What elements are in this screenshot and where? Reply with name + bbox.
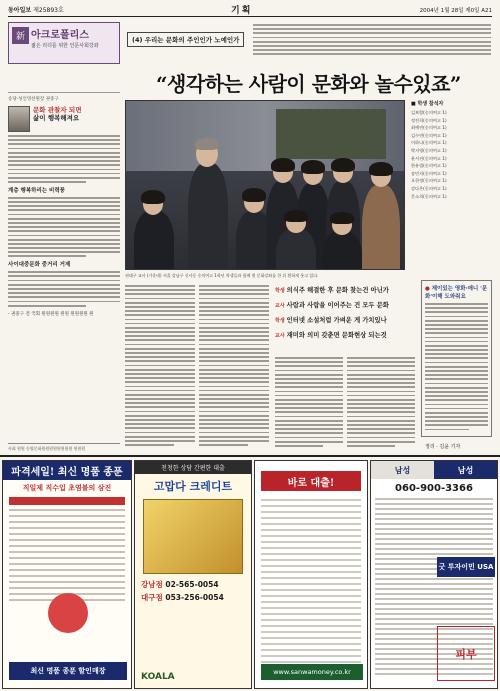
- participant-name: 강다은(숭의여고 1): [411, 185, 447, 191]
- advertisement-section: [0, 455, 500, 691]
- ad2-phone-2: [141, 592, 245, 603]
- essay-body-2: [8, 197, 120, 257]
- body-column-3: [275, 357, 343, 449]
- quote-text: 인터넷 소설처럼 가벼운 게 가치있나: [286, 317, 387, 324]
- author-line: 송당·성인영선원장 권중구: [8, 92, 120, 102]
- essay-header: [8, 106, 120, 132]
- essay-byline: - 권중구 전 국회 원원원원 원원 원원원원 원: [8, 311, 94, 317]
- quote-text: 사람과 사람을 이어주는 건 모두 문화: [286, 302, 389, 309]
- masthead-paper-issue: [8, 5, 64, 14]
- quote-row: [275, 315, 415, 324]
- intro-text: [253, 24, 491, 58]
- paper-name: 동아일보: [8, 7, 32, 14]
- participant-name: 김수연(숭의여고 1): [411, 132, 447, 138]
- ad1-subtitle: 직일제 직수입 초염불의 삼진: [22, 484, 112, 492]
- ad3-banner: 바로 대출!: [261, 471, 361, 491]
- ad1-sale-circle: [48, 593, 88, 633]
- body-column-1: [125, 285, 195, 448]
- participant-name: 윤서진(숭의여고 1): [411, 155, 447, 161]
- essay-title: [33, 106, 81, 122]
- body-column-2: [199, 285, 269, 448]
- quote-text: 의식주 해결한 후 문화 찾는건 아닌가: [286, 287, 389, 294]
- bullet-icon: ●: [425, 286, 430, 292]
- participant-name: 김보람(숭의여고 1): [411, 110, 447, 115]
- ad2-image: [143, 499, 243, 574]
- branch-label: 강남점: [141, 580, 163, 589]
- left-footer-note: 사회 원원 동양문화원원원원원원원원 원원원: [8, 443, 120, 452]
- series-label: (4) 우리는 문화의 주인인가 노예인가: [127, 32, 244, 47]
- quote-tag: 교사: [275, 333, 285, 339]
- ad3-url: www.sanwamoney.co.kr: [261, 664, 363, 680]
- ad1-band: [9, 497, 125, 505]
- quote-row: [275, 300, 415, 309]
- ad-instant-loan[interactable]: [254, 460, 368, 689]
- headline: “생각하는 사람이 문화와 놀수있죠”: [156, 72, 461, 96]
- photo-caption: 권태구 교사 (가운데) 서울 강남구 신사동 숭의여고 1학년 학생들과 함께 원 문화강좌를 한 뒤 환하게 웃고 있다.: [125, 273, 319, 278]
- participant-name: 박지영(숭의여고 1): [411, 147, 447, 153]
- participant-name: 문소희(숭의여고 1): [411, 193, 447, 199]
- ad2-title: 고맙다 크레디트: [153, 480, 233, 493]
- sidebox-title: [425, 284, 488, 300]
- series-box: [8, 22, 120, 64]
- essay-subhead-2: 사이대중문화 중거리 거제: [8, 262, 71, 269]
- series-title: 아크로폴리스: [31, 30, 89, 41]
- masthead: [8, 3, 492, 17]
- quote-row: [275, 330, 415, 339]
- participant-name: 송민지(숭의여고 1): [411, 170, 447, 176]
- participant-name: 오현정(숭의여고 1): [411, 178, 447, 184]
- main-article: [125, 22, 492, 452]
- ad4-usa-box: 굿 투자이민 USA: [437, 557, 495, 577]
- issue-number: 제25893호: [33, 7, 64, 14]
- essay-body-1: [8, 135, 120, 183]
- participants-list: [411, 100, 492, 270]
- essay-title-line1: 문화 관찰자 되면: [33, 106, 82, 114]
- quote-tag: 학생: [275, 288, 285, 294]
- ad-luxury-sale[interactable]: [2, 460, 132, 689]
- quote-row: [275, 285, 415, 294]
- article-top: [125, 22, 492, 64]
- classroom-photo: [125, 100, 405, 270]
- ad3-rows: [261, 499, 361, 663]
- ad-mens-clinic[interactable]: [370, 460, 498, 689]
- ad1-items: [9, 509, 125, 601]
- author-portrait: [8, 106, 30, 132]
- participant-name: 이하나(숭의여고 1): [411, 140, 447, 146]
- ad4-header: [371, 461, 497, 479]
- participant-name: 최예린(숭의여고 1): [411, 125, 447, 131]
- participant-name: 정진희(숭의여고 1): [411, 117, 447, 123]
- section-title: 기획: [231, 6, 253, 16]
- phone-number: 02-565-0054: [165, 580, 219, 589]
- ad1-logo: 최신 명품 종푼 할인매장: [9, 662, 127, 680]
- branch-label: 대구점: [141, 593, 163, 602]
- article-credit: 정리 · 김윤 기자: [425, 444, 461, 450]
- ad1-title: 파격세일! 최신 명품 종푼: [3, 461, 131, 480]
- ad-credit-loan[interactable]: [134, 460, 252, 689]
- quote-text: 재미와 의미 갖춘면 문화현상 되는것: [286, 332, 387, 339]
- date-page: 2004년 1월 28일 제0일 A21: [419, 7, 492, 14]
- quote-tag: 교사: [275, 303, 285, 309]
- essay-body-3: [8, 271, 120, 306]
- essay-title-line2: 삶이 행복해져요: [33, 114, 80, 123]
- ad2-brand: KOALA: [141, 672, 175, 682]
- ad4-skin-box: 피부: [437, 626, 495, 681]
- sidebox-title-text: 제이있는 영화·애니 '문화'이해 도와줘요: [425, 286, 488, 300]
- series-badge: 新: [12, 27, 29, 44]
- ad2-phone-1: [141, 579, 245, 590]
- sidebox: [421, 280, 492, 437]
- essay-subhead-1: 계층 행복하리는 비력풍: [8, 187, 65, 194]
- participants-header: ■ 학생 참석자: [411, 101, 444, 107]
- participant-name: 한유림(숭의여고 1): [411, 163, 447, 169]
- ad4-phone: 060-900-3366: [395, 483, 473, 494]
- phone-number: 053-256-0054: [165, 593, 224, 602]
- quote-tag: 학생: [275, 318, 285, 324]
- quote-highlights: [275, 285, 415, 345]
- body-column-4: [347, 357, 415, 449]
- series-subtitle: 젊은 리더를 위한 인문사회강좌: [31, 43, 99, 49]
- ad4-header-left: 남성: [371, 461, 434, 479]
- ad2-top: 천청한 상담 간편한 대출: [135, 461, 251, 474]
- ad4-header-right: 남성: [434, 461, 497, 479]
- left-column: [8, 22, 120, 452]
